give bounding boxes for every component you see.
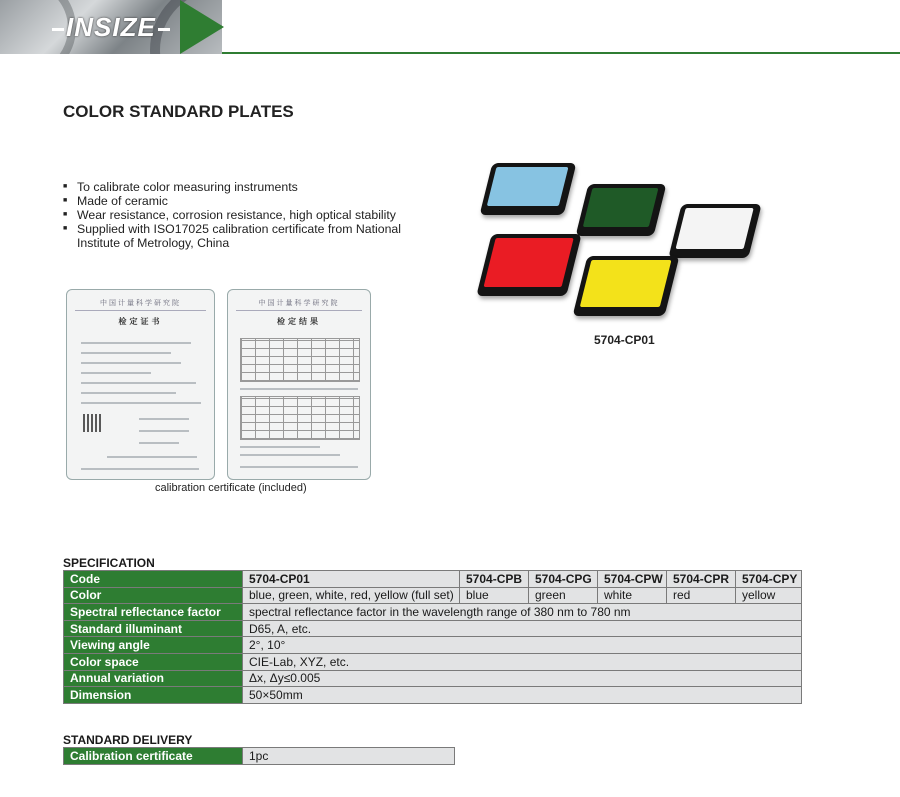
cert-left-header: 中国计量科学研究院	[100, 300, 181, 307]
table-row	[64, 604, 802, 621]
spec-value: 50×50mm	[243, 687, 802, 704]
plate-model-number: 5704-CP01	[594, 333, 655, 347]
spec-value: 2°, 10°	[243, 637, 802, 654]
color-cell: blue, green, white, red, yellow (full set)	[243, 587, 460, 604]
color-cell: white	[598, 587, 667, 604]
header-chevron	[180, 0, 224, 54]
yellow-plate	[573, 256, 680, 316]
table-row	[64, 571, 802, 588]
spec-label: Spectral reflectance factor	[64, 604, 243, 621]
code-cell: 5704-CP01	[243, 571, 460, 588]
delivery-title: STANDARD DELIVERY	[63, 733, 193, 747]
table-row	[64, 637, 802, 654]
spec-value: Δx, Δy≤0.005	[243, 670, 802, 687]
color-cell: red	[667, 587, 736, 604]
code-cell: 5704-CPY	[736, 571, 802, 588]
delivery-table	[63, 747, 455, 765]
color-cell: green	[529, 587, 598, 604]
certificate-page-right	[227, 289, 371, 480]
header-rule	[222, 52, 900, 54]
white-plate-face	[676, 208, 754, 249]
table-row	[64, 748, 455, 765]
spec-label: Color space	[64, 653, 243, 670]
table-row	[64, 670, 802, 687]
spec-label: Viewing angle	[64, 637, 243, 654]
code-cell: 5704-CPB	[460, 571, 529, 588]
result-table-top	[240, 338, 360, 382]
white-plate	[668, 204, 761, 258]
table-row	[64, 653, 802, 670]
delivery-value: 1pc	[243, 748, 455, 765]
delivery-label: Calibration certificate	[64, 748, 243, 765]
red-plate	[476, 234, 581, 296]
certificate-page-left	[66, 289, 215, 480]
color-cell: yellow	[736, 587, 802, 604]
spec-value: spectral reflectance factor in the wavelength range of 380 nm to 780 nm	[243, 604, 802, 621]
spec-value: CIE-Lab, XYZ, etc.	[243, 653, 802, 670]
feature-item: ■ Wear resistance, corrosion resistance, high optical stability	[63, 208, 423, 222]
code-label: Code	[64, 571, 243, 588]
result-table-bottom	[240, 396, 360, 440]
table-row	[64, 620, 802, 637]
spec-label: Dimension	[64, 687, 243, 704]
specification-title: SPECIFICATION	[63, 556, 155, 570]
green-plate	[576, 184, 667, 236]
table-row	[64, 587, 802, 604]
spec-label: Standard illuminant	[64, 620, 243, 637]
green-plate-face	[583, 188, 659, 227]
color-cell: blue	[460, 587, 529, 604]
code-cell: 5704-CPW	[598, 571, 667, 588]
cert-right-header: 中国计量科学研究院	[258, 300, 340, 307]
cert-left-title: 检定证书	[118, 317, 163, 326]
code-cell: 5704-CPG	[529, 571, 598, 588]
certificate-caption: calibration certificate (included)	[155, 482, 307, 494]
feature-list	[63, 180, 423, 250]
table-row	[64, 687, 802, 704]
insize-logo: INSIZE	[50, 12, 172, 43]
feature-item: ■ Supplied with ISO17025 calibration certificate from National Institute of Metrology, China	[63, 222, 423, 250]
feature-item: ■ To calibrate color measuring instruments	[63, 180, 423, 194]
feature-item: ■ Made of ceramic	[63, 194, 423, 208]
spec-value: D65, A, etc.	[243, 620, 802, 637]
qr-code	[83, 414, 101, 432]
yellow-plate-face	[580, 260, 672, 307]
cert-right-title: 检定结果	[277, 317, 321, 326]
color-label: Color	[64, 587, 243, 604]
blue-plate-face	[487, 167, 569, 206]
page-title: COLOR STANDARD PLATES	[63, 102, 294, 121]
code-cell: 5704-CPR	[667, 571, 736, 588]
red-plate-face	[484, 238, 574, 287]
spec-label: Annual variation	[64, 670, 243, 687]
specification-table	[63, 570, 802, 704]
blue-plate	[480, 163, 577, 215]
page-header	[0, 0, 900, 56]
